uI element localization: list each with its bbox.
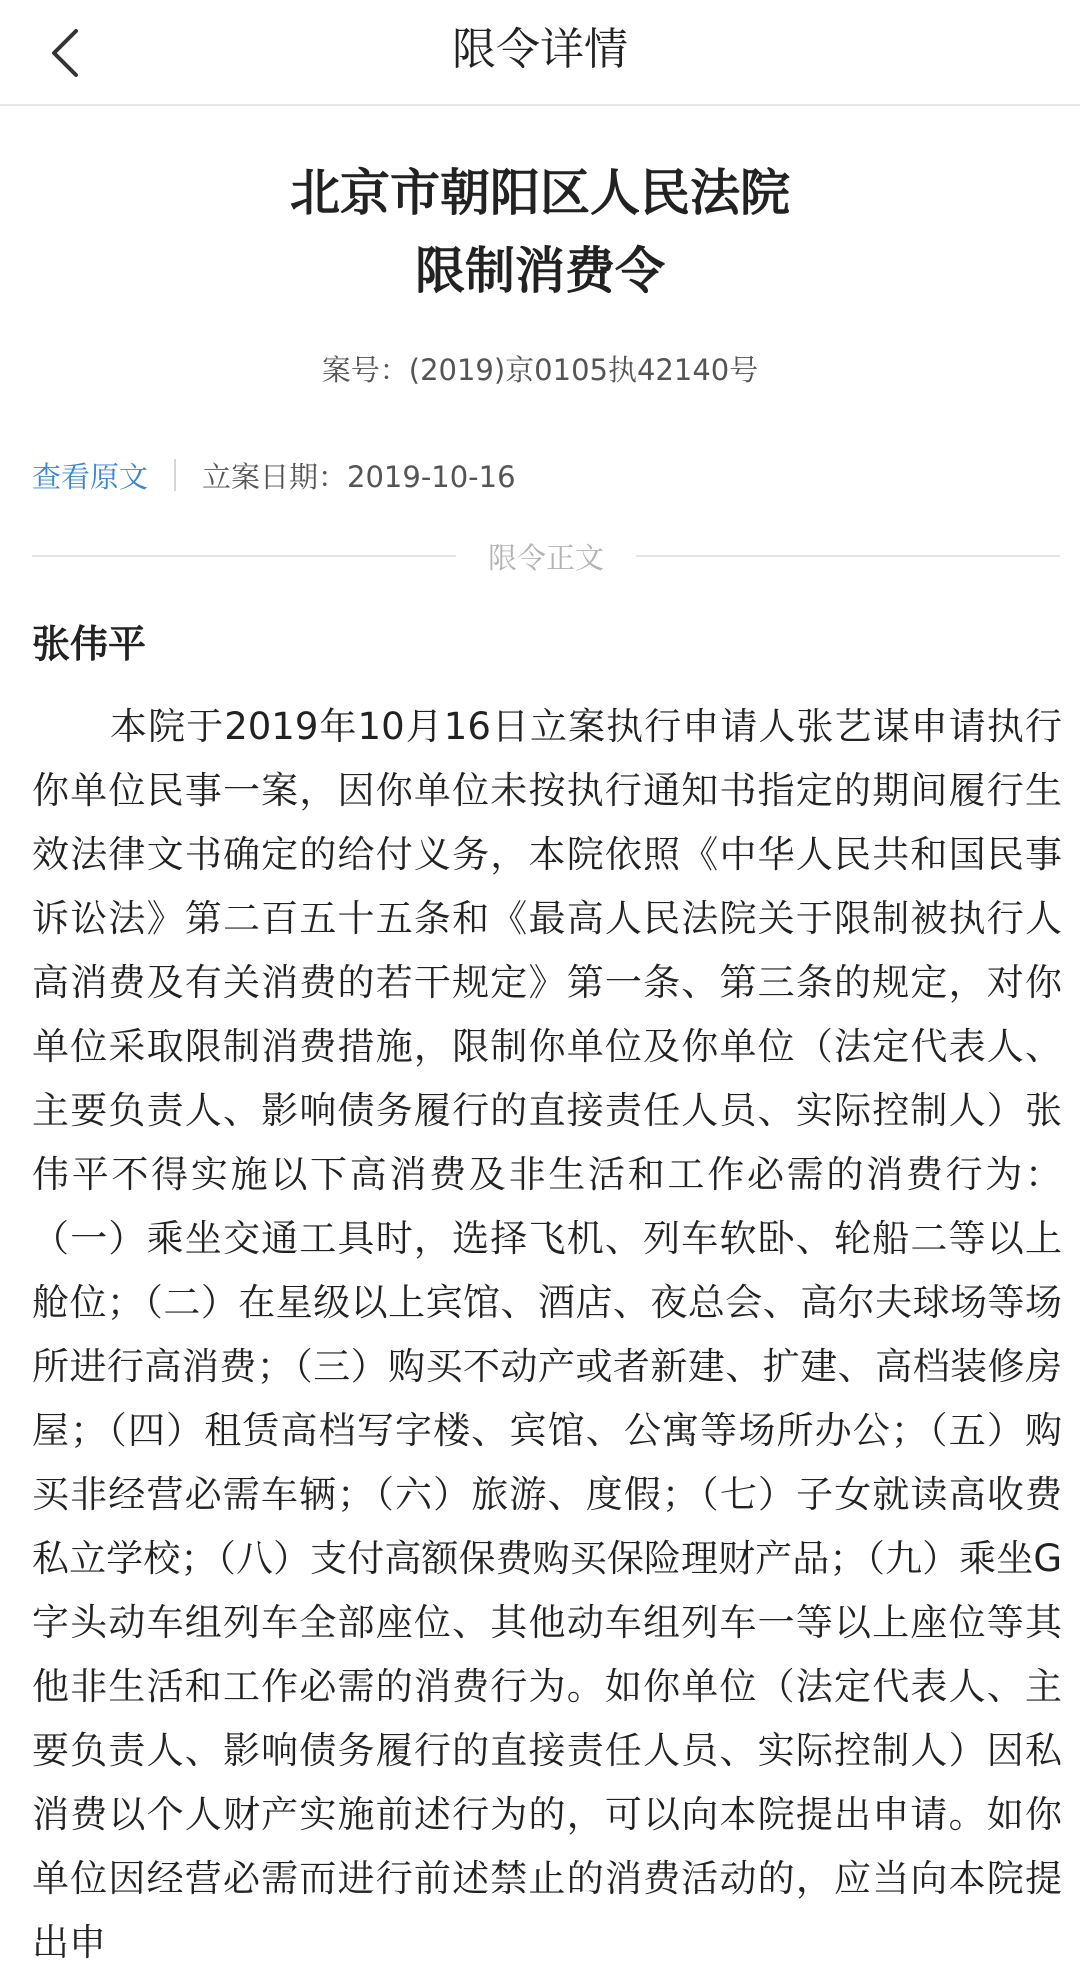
- court-name: 北京市朝阳区人民法院: [290, 164, 790, 222]
- top-navigation-bar: [0, 0, 1080, 106]
- divider-line-right: [636, 555, 1060, 557]
- order-title: 限制消费令: [415, 242, 665, 300]
- recipient-name: 张伟平: [32, 622, 147, 666]
- case-number: 案号：(2019)京0105执42140号: [321, 353, 759, 387]
- meta-separator: [174, 459, 176, 491]
- meta-row: [32, 452, 516, 498]
- filing-date: 立案日期：2019-10-16: [202, 459, 516, 494]
- divider-line-left: [32, 555, 456, 557]
- order-body-text: 本院于2019年10月16日立案执行申请人张艺谋申请执行你单位民事一案，因你单位未按执行通知书指定的期间履行生效法律文书确定的给付义务，本院依照《中华人民共和国民事诉讼法》第二百五十五条和《最高人民法院关于限制被执行人高消费及有关消费的若干规定》第一条、第三条的规定，对你单位采取限制消费措施，限制你单位及你单位（法定代表人、主要负责人、影响债务履行的直接责任人员、实际控制人）张伟平不得实施以下高消费及非生活和工作必需的消费行为：（一）乘坐交通工具时，选择飞机、列车软卧、轮船二等以上舱位；（二）在星级以上宾馆、酒店、夜总会、高尔夫球场等场所进行高消费；（三）购买不动产或者新建、扩建、高档装修房屋；（四）租赁高档写字楼、宾馆、公寓等场所办公；（五）购买非经营必需车辆；（六）旅游、度假；（七）子女就读高收费私立学校；（八）支付高额保费购买保险理财产品；（九）乘坐G字头动车组列车全部座位、其他动车组列车一等以上座位等其他非生活和工作必需的消费行为。如你单位（法定代表人、主要负责人、影响债务履行的直接责任人员、实际控制人）因私消费以个人财产实施前述行为的，可以向本院提出申请。如你单位因经营必需而进行前述禁止的消费活动的，应当向本院提出申: [32, 705, 1062, 1964]
- page-title: 限令详情: [452, 24, 628, 75]
- view-original-link[interactable]: 查看原文: [32, 459, 149, 494]
- section-label: 限令正文: [488, 540, 605, 575]
- section-divider: [32, 533, 1060, 579]
